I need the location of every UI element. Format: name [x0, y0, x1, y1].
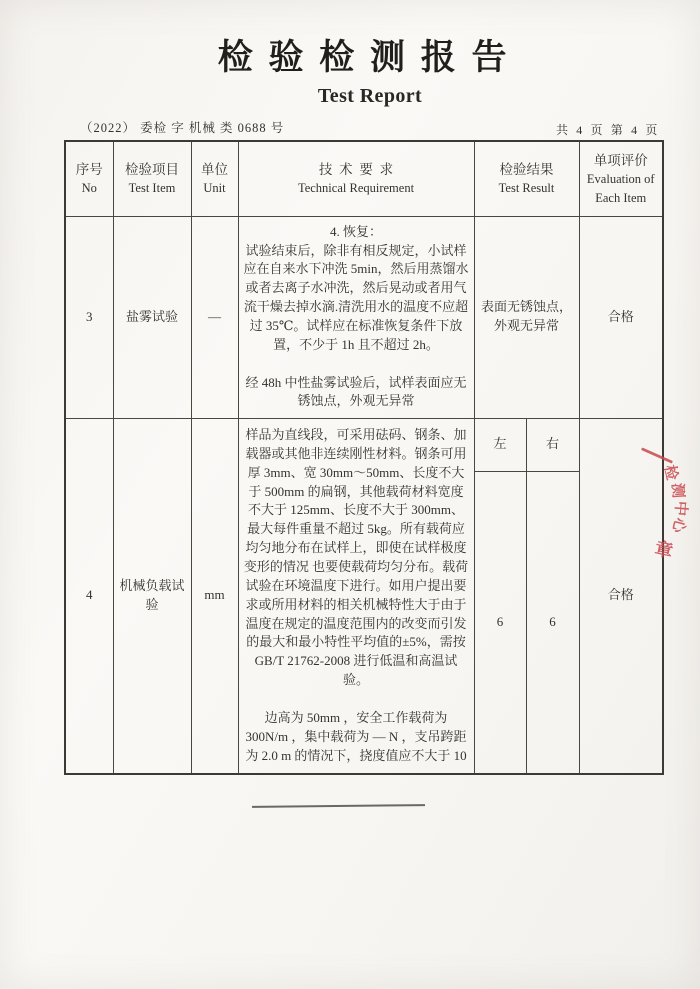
row3-technical-requirement: [238, 216, 474, 418]
row4-requirement-p2: 边高为 50mm ，安全工作载荷为 300N/m ，集中载荷为 — N ，支吊跨距为 2.0 m 的情况下，挠度值应不大于 10: [245, 709, 467, 763]
header-unit-en: Unit: [203, 181, 226, 196]
test-report-table: [64, 140, 664, 775]
row3-evaluation: 合格: [579, 216, 663, 418]
header-result: [474, 141, 579, 216]
header-no-cn: 序号: [75, 161, 103, 177]
page-count: 共 4 页 第 4 页: [555, 123, 660, 137]
row4-result-value-right: 6: [526, 471, 579, 774]
row3-requirement-p3: 经 48h 中性盐雾试验后，试样表面应无锈蚀点，外观无异常: [245, 374, 467, 409]
header-evaluation: [579, 141, 663, 216]
header-requirement: [238, 141, 474, 216]
header-item-cn: 检验项目: [125, 161, 179, 177]
row4-result-subheader-left: 左: [474, 418, 526, 471]
header-unit: [191, 141, 238, 216]
header-result-cn: 检验结果: [499, 161, 554, 177]
row4-requirement-p1: 样品为直线段，可采用砝码、钢条、加载器或其他非连续刚性材料。钢条可用厚 3mm、宽 30mm～50mm、长度不大于 500mm 的扁钢，其他载荷材料宽度不大于 125mm、长度不大于 300mm、最大每件重量不超过 5kg。所有载荷应均匀地分布在试样上，即使在试样极度变形的情况 也要使载荷均匀分布。载荷试验在环境温度下进行。如用户提出要求或所用材料的相关机械特性大于由于温度在规定的温度范围内的改变而引发的最大和最小特性平均值的±5%，需按 GB/T 21762-2008 进行低温和高温试验。: [243, 427, 469, 688]
page-subtitle: Test Report: [317, 85, 423, 107]
header-evaluation-cn: 单项评价: [593, 152, 648, 168]
header-evaluation-en: Evaluation of Each Item: [586, 172, 655, 205]
row4-result-value-left: 6: [474, 471, 526, 774]
row3-test-item: 盐雾试验: [113, 216, 191, 418]
stamp-char: 中: [671, 500, 689, 517]
table-header-row: [65, 141, 663, 216]
row4-result-subheader-right: 右: [526, 418, 579, 471]
stamp-char-zhang: 章: [652, 538, 675, 562]
header-item-en: Test Item: [128, 181, 176, 196]
header-no: [65, 141, 113, 216]
row3-test-result: 表面无锈蚀点，外观无异常: [474, 216, 579, 418]
header-result-en: Test Result: [498, 181, 555, 196]
row4-test-item: 机械负载试验: [113, 418, 191, 774]
report-number: （2022） 委检 字 机械 类 0688 号: [80, 121, 285, 135]
stamp-char: 心: [668, 515, 688, 535]
table-row-3: [65, 216, 663, 418]
row4-unit: mm: [191, 418, 238, 774]
table-row-4-subheader: [65, 418, 663, 471]
row3-unit: —: [191, 216, 238, 418]
header-unit-cn: 单位: [201, 161, 228, 177]
header-item: [113, 141, 191, 216]
signature-underline: [252, 804, 425, 808]
row4-technical-requirement: [238, 418, 474, 774]
header-requirement-cn: 技术要求: [318, 161, 400, 177]
page-title: 检验检测报告: [217, 38, 523, 77]
row3-requirement-p1: 4. 恢复：: [329, 223, 382, 239]
row4-evaluation: 合格: [579, 418, 663, 774]
row4-no: 4: [65, 418, 113, 774]
header-no-en: No: [81, 181, 97, 196]
row3-no: 3: [65, 216, 113, 418]
stamp-char: 检: [660, 463, 680, 482]
header-requirement-en: Technical Requirement: [297, 181, 415, 196]
row3-requirement-p2: 试验结束后，除非有相反规定，小试样应在自来水下冲洗 5min，然后用蒸馏水或者去离子水冲洗，然后晃动或者用气流干燥去掉水滴.清洗用水的温度不应超过 35℃。试样应在标准恢复条件下放置，不少于 1h 且不超过 2h。: [243, 242, 469, 352]
stamp-char: 测: [668, 482, 686, 499]
